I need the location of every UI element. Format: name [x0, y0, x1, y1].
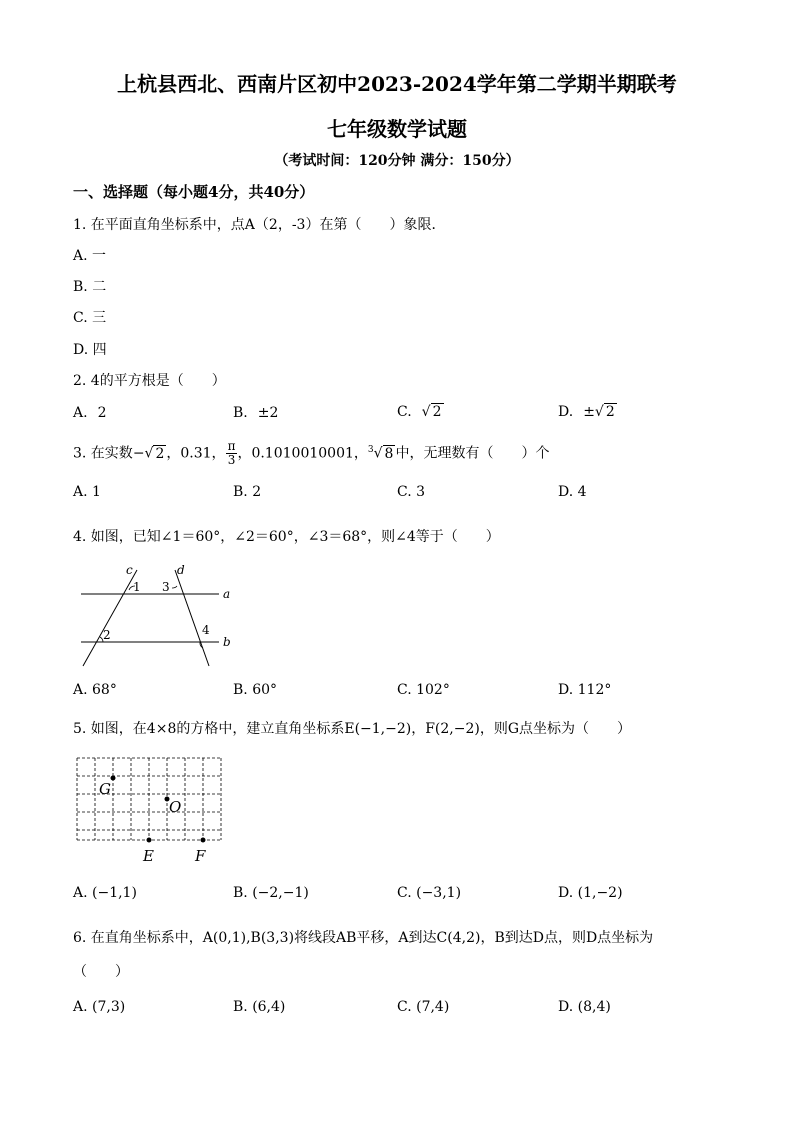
label-d: d: [177, 563, 185, 577]
q2-option-a: [73, 405, 106, 421]
line-d: [175, 570, 209, 666]
q6-option-a: A. (7,3): [73, 999, 126, 1015]
exam-title: 上杭县西北、西南片区初中2023-2024学年第二学期半期联考: [117, 72, 677, 96]
line-c: [83, 570, 137, 666]
q1-option-d: D. 四: [73, 342, 107, 358]
neg-sign: −√: [132, 445, 154, 462]
label-o: O: [169, 798, 182, 816]
q3-prefix: 3. 在实数: [73, 445, 133, 462]
q2-option-a-value: 2: [97, 405, 107, 421]
label-angle-4: 4: [202, 623, 210, 637]
q3-pi-fraction: [226, 440, 238, 467]
angle-3-arc: [172, 586, 177, 588]
q3-option-d: D. 4: [558, 484, 587, 500]
label-angle-2: 2: [103, 628, 111, 642]
exam-info: （考试时间：120分钟 满分：150分）: [274, 153, 520, 169]
exam-subtitle: 七年级数学试题: [327, 117, 467, 141]
q3-pi-denominator: 3: [227, 453, 236, 467]
q4-option-c: C. 102°: [397, 682, 450, 698]
q3-mid2: ，0.1010010001，: [237, 445, 368, 462]
question-4-stem: 4. 如图，已知∠1＝60°，∠2＝60°，∠3＝68°，则∠4等于（ ）: [73, 529, 500, 545]
question-5-stem: 5. 如图，在4×8的方格中，建立直角坐标系E(−1,−2)，F(2,−2)，则G点坐标为（ ）: [73, 721, 632, 737]
q2-option-b-value: ±2: [257, 405, 279, 421]
q3-option-c: C. 3: [397, 484, 426, 500]
q5-option-c: C. (−3,1): [397, 885, 462, 901]
label-a: a: [223, 587, 231, 601]
q5-option-b: B. (−2,−1): [233, 885, 309, 901]
q2-option-c-letter: C.: [397, 404, 412, 420]
label-e: E: [143, 847, 154, 865]
sqrt-sign: √: [421, 404, 431, 420]
q2-option-b: [233, 405, 278, 421]
q6-option-c: C. (7,4): [397, 999, 450, 1015]
q3-neg-sqrt-radicand: 2: [155, 445, 165, 462]
label-c: c: [126, 563, 133, 577]
q1-option-c: C. 三: [73, 310, 107, 326]
q5-grid-figure: [73, 752, 233, 867]
point-g: [111, 776, 116, 781]
label-angle-1: 1: [133, 580, 141, 594]
label-f: F: [195, 847, 206, 865]
label-g: G: [99, 780, 111, 798]
q2-option-b-letter: B.: [233, 405, 248, 421]
label-b: b: [223, 635, 231, 649]
question-2-stem: 2. 4的平方根是（ ）: [73, 373, 226, 389]
q2-option-d-letter: D.: [558, 404, 574, 420]
point-e: [147, 838, 152, 843]
question-3-stem: [73, 440, 549, 467]
q3-mid: ，0.31，: [166, 445, 226, 462]
q3-option-b: B. 2: [233, 484, 262, 500]
question-6-stem-cont: （ ）: [73, 964, 129, 980]
q4-option-d: D. 112°: [558, 682, 612, 698]
q6-option-b: B. (6,4): [233, 999, 286, 1015]
q3-suffix: 中，无理数有（ ）个: [395, 445, 550, 462]
question-6-stem: 6. 在直角坐标系中，A(0,1),B(3,3)将线段AB平移，A到达C(4,2)，B到达D点，则D点坐标为: [73, 930, 654, 946]
q3-pi-numerator: π: [227, 439, 236, 453]
q2-option-d-radicand: 2: [605, 404, 615, 420]
label-angle-3: 3: [162, 580, 170, 594]
sqrt-sign: √: [373, 445, 383, 462]
grid-lines: [77, 758, 221, 840]
q2-option-a-letter: A.: [73, 405, 88, 421]
q2-option-c: [397, 403, 444, 420]
q6-option-d: D. (8,4): [558, 999, 611, 1015]
q1-option-b: B. 二: [73, 279, 107, 295]
q5-option-d: D. (1,−2): [558, 885, 623, 901]
q1-option-a: A. 一: [73, 248, 107, 264]
point-f: [201, 838, 206, 843]
q4-figure: [73, 560, 243, 672]
sqrt-sign: √: [594, 404, 604, 420]
q2-option-d: [558, 403, 617, 420]
q2-option-c-radicand: 2: [432, 404, 442, 420]
q5-option-a: A. (−1,1): [73, 885, 137, 901]
q2-option-d-pm: ±: [583, 404, 595, 420]
q3-option-a: A. 1: [73, 484, 101, 500]
q3-cube-radicand: 8: [384, 445, 394, 462]
q3-cube-index: 3: [367, 444, 374, 455]
q4-option-b: B. 60°: [233, 682, 278, 698]
question-1-stem: 1. 在平面直角坐标系中，点A（2，-3）在第（ ）象限．: [73, 217, 446, 233]
section-title: 一、选择题（每小题4分，共40分）: [73, 183, 315, 201]
q4-option-a: A. 68°: [73, 682, 117, 698]
